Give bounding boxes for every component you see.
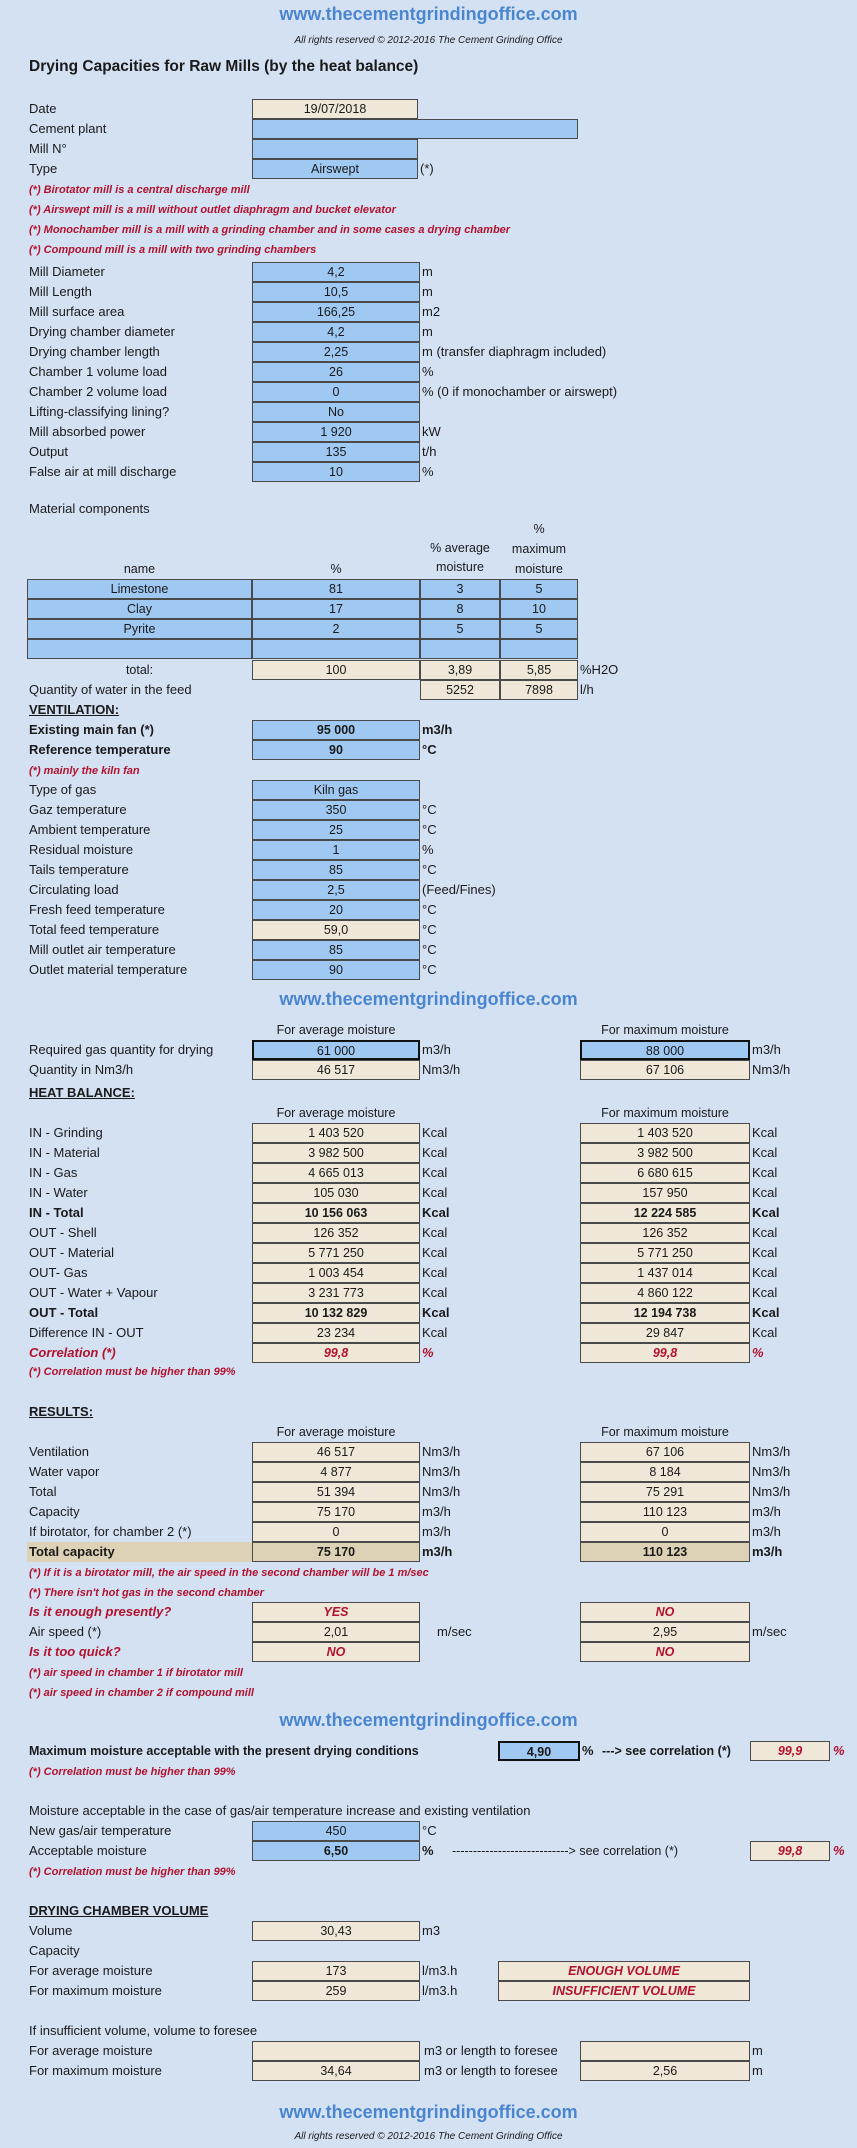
accept-note: (*) Correlation must be higher than 99% <box>29 1866 236 1878</box>
vent-param-label: Ambient temperature <box>29 822 151 837</box>
heat-row-unit-max: Kcal <box>752 1165 778 1180</box>
cap-max-unit: l/m3.h <box>422 1983 458 1998</box>
mill-param-unit: m2 <box>422 304 441 319</box>
vent-param-label: Tails temperature <box>29 862 129 877</box>
result-row-max: 0 <box>580 1522 750 1542</box>
results-hdr-max: For maximum moisture <box>601 1425 729 1439</box>
nm3-avg: 46 517 <box>252 1060 420 1080</box>
material-avg-moisture[interactable]: 3 <box>420 579 500 599</box>
mill-param-label: Mill absorbed power <box>29 424 146 439</box>
pct-header: % <box>330 562 342 576</box>
capacity-label: Capacity <box>29 1943 80 1958</box>
correlation-avg: 99,8 <box>252 1343 420 1363</box>
result-row-label: Water vapor <box>29 1464 100 1479</box>
type-label: Type <box>29 161 58 176</box>
heat-row-unit-max: Kcal <box>752 1265 778 1280</box>
req-gas-label: Required gas quantity for drying <box>29 1042 214 1057</box>
mill-param-label: Drying chamber length <box>29 344 160 359</box>
mill-param-label: Drying chamber diameter <box>29 324 175 339</box>
result-row-avg: 75 170 <box>252 1502 420 1522</box>
heat-row-unit-max: Kcal <box>752 1185 778 1200</box>
result-row-avg: 4 877 <box>252 1462 420 1482</box>
max-moisture-label: Maximum moisture acceptable with the present drying conditions <box>29 1744 419 1758</box>
foresee-avg-unit: m3 or length to foresee <box>424 2043 558 2058</box>
vent-param-unit: °C <box>422 862 437 877</box>
heat-row-max: 1 437 014 <box>580 1263 750 1283</box>
result-row-label: If birotator, for chamber 2 (*) <box>29 1524 192 1539</box>
mill-param-unit: m <box>422 264 433 279</box>
heat-row-max: 5 771 250 <box>580 1243 750 1263</box>
result-row-avg: 0 <box>252 1522 420 1542</box>
heat-row-max: 3 982 500 <box>580 1143 750 1163</box>
vent-param-unit: °C <box>422 922 437 937</box>
material-avg-moisture[interactable]: 5 <box>420 619 500 639</box>
vent-param-label: Circulating load <box>29 882 119 897</box>
heat-row-unit-avg: Kcal <box>422 1145 448 1160</box>
vent-param-label: Total feed temperature <box>29 922 160 937</box>
insufficient-intro: If insufficient volume, volume to foresee <box>29 2023 258 2038</box>
vent-param-unit: °C <box>422 962 437 977</box>
mill-param-value[interactable]: 26 <box>252 362 420 382</box>
cap-avg-label: For average moisture <box>29 1963 153 1978</box>
accept-moisture-unit: % <box>422 1843 434 1858</box>
heat-row-avg: 4 665 013 <box>252 1163 420 1183</box>
heat-row-unit-max: Kcal <box>752 1245 778 1260</box>
heat-row-max: 12 224 585 <box>580 1203 750 1223</box>
mill-param-unit: % <box>422 364 434 379</box>
material-max-moisture[interactable]: 5 <box>500 619 578 639</box>
heat-row-unit-max: Kcal <box>752 1325 778 1340</box>
too-quick-avg: NO <box>252 1642 420 1662</box>
mill-param-value[interactable]: 4,2 <box>252 262 420 282</box>
req-gas-max: 88 000 <box>580 1040 750 1060</box>
ref-temp-field[interactable]: 90 <box>252 740 420 760</box>
fan-label: Existing main fan (*) <box>29 722 154 737</box>
vent-param-label: Type of gas <box>29 782 97 797</box>
heat-row-unit-avg: Kcal <box>422 1285 448 1300</box>
volume-unit: m3 <box>422 1923 441 1938</box>
foresee-max-length-unit: m <box>752 2063 763 2078</box>
heat-row-label: IN - Gas <box>29 1165 78 1180</box>
heat-row-label: OUT - Material <box>29 1245 114 1260</box>
mill-param-value[interactable]: 1 920 <box>252 422 420 442</box>
mill-param-value[interactable]: 4,2 <box>252 322 420 342</box>
chamber2-note: (*) air speed in chamber 2 if compound mill <box>29 1687 254 1699</box>
page-title: Drying Capacities for Raw Mills (by the heat balance) <box>29 58 419 75</box>
heat-row-max: 6 680 615 <box>580 1163 750 1183</box>
vent-param-unit: (Feed/Fines) <box>422 882 496 897</box>
mill-number-field[interactable] <box>252 139 418 159</box>
mill-param-value[interactable]: 10 <box>252 462 420 482</box>
accept-intro: Moisture acceptable in the case of gas/air temperature increase and existing ventilation <box>29 1803 531 1818</box>
result-row-unit-avg: Nm3/h <box>422 1444 461 1459</box>
note-airswept: (*) Airswept mill is a mill without outlet diaphragm and bucket elevator <box>29 204 396 216</box>
nm3-unit-max: Nm3/h <box>752 1062 791 1077</box>
copyright-text: All rights reserved © 2012-2016 The Cement Grinding Office <box>294 35 563 46</box>
result-row-unit-avg: m3/h <box>422 1504 451 1519</box>
accept-correlation: 99,8 <box>750 1841 830 1861</box>
enough-label: Is it enough presently? <box>29 1604 172 1619</box>
result-row-unit-avg: Nm3/h <box>422 1484 461 1499</box>
mill-param-label: Lifting-classifying lining? <box>29 404 170 419</box>
heat-row-label: IN - Total <box>29 1205 84 1220</box>
water-unit: l/h <box>580 682 594 697</box>
mill-param-label: Chamber 2 volume load <box>29 384 168 399</box>
max-moisture-note: (*) Correlation must be higher than 99% <box>29 1766 236 1778</box>
material-avg-moisture[interactable]: 8 <box>420 599 500 619</box>
heat-row-unit-avg: Kcal <box>422 1185 448 1200</box>
new-temp-field[interactable]: 450 <box>252 1821 420 1841</box>
vent-param-value[interactable]: 2,5 <box>252 880 420 900</box>
cap-max-label: For maximum moisture <box>29 1983 162 1998</box>
vent-param-unit: °C <box>422 902 437 917</box>
no-hot-gas-note: (*) There isn't hot gas in the second chamber <box>29 1587 264 1599</box>
heat-hdr-max: For maximum moisture <box>601 1106 729 1120</box>
max-moisture-see: ---> see correlation (*) <box>602 1744 731 1758</box>
results-section-title: RESULTS: <box>29 1404 94 1419</box>
max-moisture-header-2: moisture <box>515 562 563 576</box>
heat-row-max: 12 194 738 <box>580 1303 750 1323</box>
result-row-max: 67 106 <box>580 1442 750 1462</box>
material-pct[interactable]: 17 <box>252 599 420 619</box>
enough-avg: YES <box>252 1602 420 1622</box>
vent-param-unit: °C <box>422 822 437 837</box>
vent-param-value[interactable]: 85 <box>252 860 420 880</box>
air-speed-unit-avg: m/sec <box>437 1624 472 1639</box>
mill-param-unit: m <box>422 284 433 299</box>
heat-row-avg: 1 003 454 <box>252 1263 420 1283</box>
correlation-unit-avg: % <box>422 1345 434 1360</box>
site-title[interactable]: www.thecementgrindingoffice.com <box>279 4 578 24</box>
heat-row-label: OUT - Water + Vapour <box>29 1285 158 1300</box>
material-max-moisture[interactable]: 10 <box>500 599 578 619</box>
mill-param-unit: m (transfer diaphragm included) <box>422 344 607 359</box>
max-moisture-corr-unit: % <box>833 1743 845 1758</box>
results-hdr-avg: For average moisture <box>276 1425 396 1439</box>
mill-param-label: Mill surface area <box>29 304 125 319</box>
ref-temp-unit: °C <box>422 742 437 757</box>
ref-temp-label: Reference temperature <box>29 742 171 757</box>
material-empty-max[interactable] <box>500 639 578 659</box>
mill-label: Mill N° <box>29 141 67 156</box>
total-avg-moisture: 3,89 <box>420 660 500 680</box>
mill-param-label: Chamber 1 volume load <box>29 364 168 379</box>
enough-max: NO <box>580 1602 750 1622</box>
total-capacity-max: 110 123 <box>580 1542 750 1562</box>
total-capacity-unit-avg: m3/h <box>422 1544 453 1559</box>
max-moisture-value: 4,90 <box>498 1741 580 1761</box>
new-temp-label: New gas/air temperature <box>29 1823 172 1838</box>
heat-row-max: 126 352 <box>580 1223 750 1243</box>
heat-row-unit-max: Kcal <box>752 1125 778 1140</box>
accept-corr-unit: % <box>833 1843 845 1858</box>
result-row-unit-max: Nm3/h <box>752 1464 791 1479</box>
water-avg: 5252 <box>420 680 500 700</box>
water-label: Quantity of water in the feed <box>29 682 192 697</box>
material-pct[interactable]: 2 <box>252 619 420 639</box>
total-capacity-unit-max: m3/h <box>752 1544 783 1559</box>
material-empty-avg[interactable] <box>420 639 500 659</box>
total-capacity-avg: 75 170 <box>252 1542 420 1562</box>
site-title-3[interactable]: www.thecementgrindingoffice.com <box>279 1710 578 1730</box>
foresee-max-unit: m3 or length to foresee <box>424 2063 558 2078</box>
result-row-unit-avg: m3/h <box>422 1524 451 1539</box>
footer-site-title[interactable]: www.thecementgrindingoffice.com <box>279 2102 578 2122</box>
vent-param-value[interactable]: 90 <box>252 960 420 980</box>
result-row-unit-max: m3/h <box>752 1524 781 1539</box>
air-speed-label: Air speed (*) <box>29 1624 102 1639</box>
max-moisture-header-1: maximum <box>511 542 567 556</box>
chamber1-note: (*) air speed in chamber 1 if birotator mill <box>29 1667 243 1679</box>
result-row-unit-max: Nm3/h <box>752 1484 791 1499</box>
mill-param-value[interactable]: 10,5 <box>252 282 420 302</box>
heat-row-label: IN - Water <box>29 1185 88 1200</box>
foresee-avg-length-unit: m <box>752 2043 763 2058</box>
heat-row-avg: 126 352 <box>252 1223 420 1243</box>
note-birotator: (*) Birotator mill is a central discharge mill <box>29 184 250 196</box>
heat-row-avg: 10 132 829 <box>252 1303 420 1323</box>
heat-row-avg: 3 982 500 <box>252 1143 420 1163</box>
result-row-max: 75 291 <box>580 1482 750 1502</box>
heat-row-unit-max: Kcal <box>752 1205 780 1220</box>
air-speed-unit-max: m/sec <box>752 1624 787 1639</box>
mill-type-field[interactable]: Airswept <box>252 159 418 179</box>
heat-row-avg: 10 156 063 <box>252 1203 420 1223</box>
heat-row-max: 157 950 <box>580 1183 750 1203</box>
heat-row-max: 1 403 520 <box>580 1123 750 1143</box>
heat-row-avg: 3 231 773 <box>252 1283 420 1303</box>
accept-see: ----------------------------> see correlation (*) <box>452 1844 678 1858</box>
gas-hdr-max: For maximum moisture <box>601 1023 729 1037</box>
vent-param-label: Outlet material temperature <box>29 962 188 977</box>
req-gas-unit-avg: m3/h <box>422 1042 451 1057</box>
note-compound: (*) Compound mill is a mill with two grinding chambers <box>29 244 317 256</box>
material-name[interactable]: Limestone <box>27 579 252 599</box>
heat-row-unit-avg: Kcal <box>422 1205 450 1220</box>
material-max-moisture[interactable]: 5 <box>500 579 578 599</box>
vent-param-label: Residual moisture <box>29 842 134 857</box>
vent-param-label: Mill outlet air temperature <box>29 942 176 957</box>
correlation-max: 99,8 <box>580 1343 750 1363</box>
heat-balance-section-title: HEAT BALANCE: <box>29 1085 135 1100</box>
foresee-max-length: 2,56 <box>580 2061 750 2081</box>
cap-avg-status: ENOUGH VOLUME <box>498 1961 750 1981</box>
heat-row-max: 29 847 <box>580 1323 750 1343</box>
max-moisture-unit: % <box>582 1743 594 1758</box>
total-unit: %H2O <box>580 662 619 677</box>
req-gas-avg: 61 000 <box>252 1040 420 1060</box>
heat-row-label: OUT - Total <box>29 1305 99 1320</box>
volume-label: Volume <box>29 1923 73 1938</box>
plant-label: Cement plant <box>29 121 107 136</box>
result-row-max: 8 184 <box>580 1462 750 1482</box>
vent-param-value[interactable]: Kiln gas <box>252 780 420 800</box>
fan-unit: m3/h <box>422 722 453 737</box>
heat-row-unit-max: Kcal <box>752 1305 780 1320</box>
heat-row-unit-avg: Kcal <box>422 1305 450 1320</box>
mill-param-label: False air at mill discharge <box>29 464 177 479</box>
heat-row-label: Difference IN - OUT <box>29 1325 144 1340</box>
result-row-unit-max: Nm3/h <box>752 1444 791 1459</box>
heat-hdr-avg: For average moisture <box>276 1106 396 1120</box>
cap-avg-value: 173 <box>252 1961 420 1981</box>
nm3-label: Quantity in Nm3/h <box>29 1062 134 1077</box>
vent-param-unit: % <box>422 842 434 857</box>
vent-param-value: 59,0 <box>252 920 420 940</box>
water-max: 7898 <box>500 680 578 700</box>
cap-max-status: INSUFFICIENT VOLUME <box>498 1981 750 2001</box>
heat-row-avg: 1 403 520 <box>252 1123 420 1143</box>
foresee-max-value: 34,64 <box>252 2061 420 2081</box>
vent-param-label: Gaz temperature <box>29 802 127 817</box>
heat-row-unit-avg: Kcal <box>422 1265 448 1280</box>
note-monochamber: (*) Monochamber mill is a mill with a grinding chamber and in some cases a drying chamber <box>29 224 511 236</box>
heat-row-unit-max: Kcal <box>752 1285 778 1300</box>
result-row-avg: 51 394 <box>252 1482 420 1502</box>
cap-max-value: 259 <box>252 1981 420 2001</box>
cement-plant-field[interactable] <box>252 119 578 139</box>
mill-param-label: Mill Diameter <box>29 264 105 279</box>
result-row-label: Capacity <box>29 1504 80 1519</box>
result-row-unit-max: m3/h <box>752 1504 781 1519</box>
accept-moisture-value: 6,50 <box>252 1841 420 1861</box>
ventilation-section-title: VENTILATION: <box>29 702 120 717</box>
date-label: Date <box>29 101 57 116</box>
material-empty-pct[interactable] <box>252 639 420 659</box>
type-unit: (*) <box>420 161 434 176</box>
nm3-max: 67 106 <box>580 1060 750 1080</box>
vent-param-unit: °C <box>422 802 437 817</box>
cap-avg-unit: l/m3.h <box>422 1963 458 1978</box>
new-temp-unit: °C <box>422 1823 437 1838</box>
mill-param-label: Output <box>29 444 69 459</box>
nm3-unit-avg: Nm3/h <box>422 1062 461 1077</box>
correlation-note: (*) Correlation must be higher than 99% <box>29 1366 236 1378</box>
materials-section-title: Material components <box>29 501 150 516</box>
vent-param-unit: °C <box>422 942 437 957</box>
heat-row-unit-avg: Kcal <box>422 1325 448 1340</box>
heat-row-avg: 105 030 <box>252 1183 420 1203</box>
name-header: name <box>123 562 156 576</box>
total-label: total: <box>125 663 154 677</box>
footer-copyright: All rights reserved © 2012-2016 The Cement Grinding Office <box>294 2131 563 2142</box>
vent-param-value[interactable]: 350 <box>252 800 420 820</box>
site-title-2[interactable]: www.thecementgrindingoffice.com <box>279 989 578 1009</box>
vent-param-value[interactable]: 85 <box>252 940 420 960</box>
mill-param-value[interactable]: 0 <box>252 382 420 402</box>
material-name[interactable]: Pyrite <box>27 619 252 639</box>
heat-row-unit-max: Kcal <box>752 1145 778 1160</box>
mill-param-label: Mill Length <box>29 284 92 299</box>
foresee-max-label: For maximum moisture <box>29 2063 162 2078</box>
mill-param-unit: t/h <box>422 444 437 459</box>
total-pct: 100 <box>252 660 420 680</box>
result-row-max: 110 123 <box>580 1502 750 1522</box>
heat-row-max: 4 860 122 <box>580 1283 750 1303</box>
heat-row-avg: 5 771 250 <box>252 1243 420 1263</box>
result-row-label: Ventilation <box>29 1444 89 1459</box>
result-row-unit-avg: Nm3/h <box>422 1464 461 1479</box>
result-row-avg: 46 517 <box>252 1442 420 1462</box>
avg-moisture-header: % average moisture <box>430 541 490 574</box>
mill-param-unit: kW <box>422 424 441 439</box>
heat-row-label: IN - Grinding <box>29 1125 103 1140</box>
air-speed-avg: 2,01 <box>252 1622 420 1642</box>
heat-row-unit-avg: Kcal <box>422 1125 448 1140</box>
mill-param-value[interactable]: 135 <box>252 442 420 462</box>
too-quick-label: Is it too quick? <box>29 1644 121 1659</box>
heat-row-label: OUT - Shell <box>29 1225 97 1240</box>
accept-moisture-label: Acceptable moisture <box>29 1843 147 1858</box>
foresee-avg-length <box>580 2041 750 2061</box>
date-field[interactable]: 19/07/2018 <box>252 99 418 119</box>
max-moisture-correlation: 99,9 <box>750 1741 830 1761</box>
mill-param-unit: % <box>422 464 434 479</box>
req-gas-unit-max: m3/h <box>752 1042 781 1057</box>
heat-row-label: OUT- Gas <box>29 1265 88 1280</box>
mill-param-unit: % (0 if monochamber or airswept) <box>422 384 618 399</box>
heat-row-unit-avg: Kcal <box>422 1165 448 1180</box>
mill-param-value[interactable]: 166,25 <box>252 302 420 322</box>
too-quick-max: NO <box>580 1642 750 1662</box>
vent-param-label: Fresh feed temperature <box>29 902 165 917</box>
air-speed-max: 2,95 <box>580 1622 750 1642</box>
mill-param-unit: m <box>422 324 433 339</box>
drying-section-title: DRYING CHAMBER VOLUME <box>29 1903 209 1918</box>
total-max-moisture: 5,85 <box>500 660 578 680</box>
heat-row-unit-avg: Kcal <box>422 1225 448 1240</box>
material-empty-name[interactable] <box>27 639 252 659</box>
mill-param-value[interactable]: 2,25 <box>252 342 420 362</box>
mill-param-value[interactable]: No <box>252 402 420 422</box>
total-capacity-label: Total capacity <box>27 1542 252 1562</box>
material-name[interactable]: Clay <box>27 599 252 619</box>
vent-param-value[interactable]: 20 <box>252 900 420 920</box>
main-fan-field[interactable]: 95 000 <box>252 720 420 740</box>
max-pct-header: % <box>533 522 545 536</box>
vent-param-value[interactable]: 25 <box>252 820 420 840</box>
result-row-label: Total <box>29 1484 57 1499</box>
heat-row-unit-max: Kcal <box>752 1225 778 1240</box>
heat-row-avg: 23 234 <box>252 1323 420 1343</box>
correlation-unit-max: % <box>752 1345 764 1360</box>
vent-param-value[interactable]: 1 <box>252 840 420 860</box>
kiln-fan-note: (*) mainly the kiln fan <box>29 765 140 777</box>
foresee-avg-label: For average moisture <box>29 2043 153 2058</box>
heat-row-unit-avg: Kcal <box>422 1245 448 1260</box>
foresee-avg-value <box>252 2041 420 2061</box>
heat-row-label: IN - Material <box>29 1145 100 1160</box>
volume-value: 30,43 <box>252 1921 420 1941</box>
material-pct[interactable]: 81 <box>252 579 420 599</box>
gas-hdr-avg: For average moisture <box>276 1023 396 1037</box>
birotator-speed-note: (*) If it is a birotator mill, the air speed in the second chamber will be 1 m/sec <box>29 1567 429 1579</box>
correlation-label: Correlation (*) <box>29 1345 116 1360</box>
